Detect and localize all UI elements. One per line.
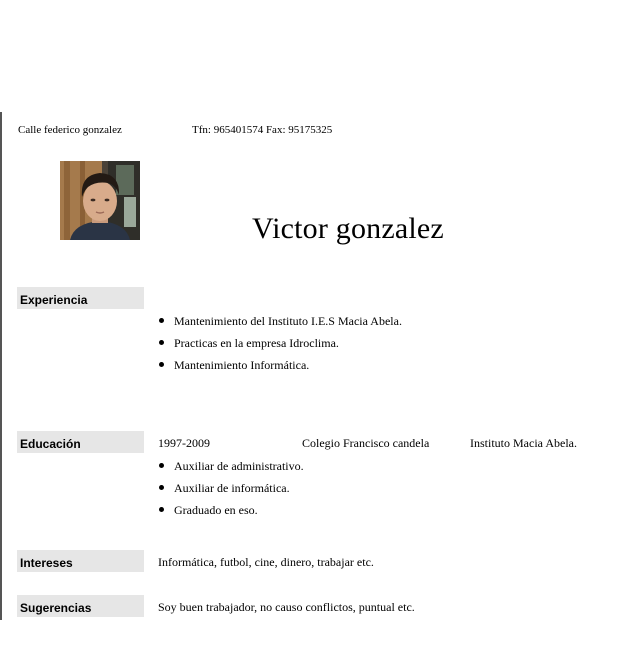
experiencia-list: [158, 313, 402, 379]
list-item-text: Practicas en la empresa Idroclima.: [174, 336, 339, 350]
list-item-text: Auxiliar de informática.: [174, 481, 290, 495]
list-item: [158, 335, 402, 357]
candidate-name: Victor gonzalez: [252, 212, 444, 245]
bullet-icon: [159, 507, 164, 512]
contact-phone-fax: Tfn: 965401574 Fax: 95175325: [192, 124, 333, 136]
section-label-educacion: Educación: [17, 431, 144, 453]
educacion-list: [158, 458, 304, 524]
section-label-experiencia: Experiencia: [17, 287, 144, 309]
list-item: [158, 357, 402, 379]
bullet-icon: [159, 318, 164, 323]
list-item: [158, 458, 304, 480]
list-item-text: Graduado en eso.: [174, 503, 258, 517]
list-item: [158, 502, 304, 524]
list-item-text: Auxiliar de administrativo.: [174, 459, 304, 473]
education-school-1: Colegio Francisco candela: [302, 436, 430, 450]
list-item-text: Mantenimiento del Instituto I.E.S Macia Abela.: [174, 314, 402, 328]
suggestions-text: Soy buen trabajador, no causo conflictos, puntual etc.: [158, 600, 415, 614]
education-school-2: Instituto Macia Abela.: [470, 436, 577, 450]
education-years: 1997-2009: [158, 436, 210, 450]
interests-text: Informática, futbol, cine, dinero, trabajar etc.: [158, 555, 374, 569]
bullet-icon: [159, 362, 164, 367]
portrait-photo-icon: [60, 161, 140, 240]
left-margin-rule: [0, 112, 2, 620]
portrait-photo: [60, 161, 140, 240]
bullet-icon: [159, 340, 164, 345]
bullet-icon: [159, 463, 164, 468]
bullet-icon: [159, 485, 164, 490]
list-item: [158, 313, 402, 335]
section-label-sugerencias: Sugerencias: [17, 595, 144, 617]
section-label-intereses: Intereses: [17, 550, 144, 572]
address-text: Calle federico gonzalez: [18, 124, 122, 136]
list-item-text: Mantenimiento Informática.: [174, 358, 310, 372]
list-item: [158, 480, 304, 502]
